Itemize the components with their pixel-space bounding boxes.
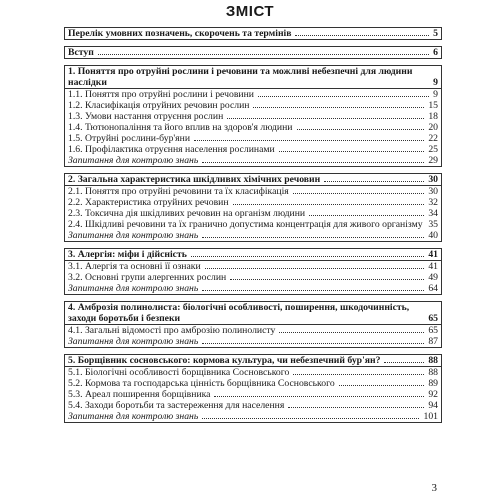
toc-entry-title: 5.1. Біологічні особливості борщівника Сосновського: [68, 367, 290, 378]
toc-page-number: 65: [428, 325, 438, 336]
toc-questions-entry[interactable]: [65, 411, 441, 422]
toc-page-number: 5: [433, 28, 438, 39]
toc-entry[interactable]: [65, 197, 441, 208]
toc-entry-title: Запитання для контролю знань: [68, 411, 199, 422]
toc-entry-title: Перелік умовних позначень, скорочень та термінів: [68, 28, 292, 39]
toc-entry-title: Запитання для контролю знань: [68, 336, 199, 347]
toc-page-number: 35: [428, 219, 438, 230]
toc-questions-entry[interactable]: [65, 283, 441, 294]
dot-leader: [293, 374, 424, 375]
dot-leader: [202, 162, 424, 163]
toc-entry[interactable]: [65, 133, 441, 144]
toc-chapter-entry[interactable]: [65, 47, 441, 58]
toc-section: [64, 248, 442, 295]
toc-section: [64, 27, 442, 40]
dot-leader: [384, 362, 424, 363]
toc-questions-entry[interactable]: [65, 230, 441, 241]
toc-section: [64, 173, 442, 242]
dot-leader: [98, 54, 429, 55]
toc-questions-entry[interactable]: [65, 336, 441, 347]
toc-page-number: 18: [428, 111, 438, 122]
toc-section: [64, 354, 442, 423]
dot-leader: [295, 35, 429, 36]
toc-page-number: 20: [428, 122, 438, 133]
toc-chapter-entry[interactable]: [65, 249, 441, 260]
toc-page-number: 49: [428, 272, 438, 283]
toc-chapter-entry[interactable]: [65, 302, 441, 324]
toc-entry[interactable]: [65, 208, 441, 219]
toc-chapter-entry[interactable]: [65, 66, 441, 88]
dot-leader: [202, 237, 424, 238]
dot-leader: [324, 181, 424, 182]
toc-entry-title: 4. Амброзія полинолиста: біологічні особливості, поширення, шкодочинність, заходи боротьби і безпеки: [68, 302, 410, 324]
toc-page-number: 9: [433, 77, 438, 88]
toc-entry[interactable]: [65, 219, 441, 230]
toc-chapter-entry[interactable]: [65, 355, 441, 366]
toc-entry-title: 1.2. Класифікація отруйних речовин рослин: [68, 100, 250, 111]
toc-entry[interactable]: [65, 366, 441, 378]
toc-entry[interactable]: [65, 324, 441, 336]
toc-page-number: 15: [428, 100, 438, 111]
toc-entry-title: 2.1. Поняття про отруйні речовини та їх класифікація: [68, 186, 289, 197]
toc-page-number: 6: [433, 47, 438, 58]
toc-entry-title: 5.4. Заходи боротьби та застереження для населення: [68, 400, 285, 411]
dot-leader: [205, 268, 425, 269]
dot-leader: [297, 129, 425, 130]
toc-entry-title: 3. Алергія: міфи і дійсність: [68, 249, 187, 260]
toc-entry-title: 1.3. Умови настання отруєння рослин: [68, 111, 224, 122]
toc-page-number: 22: [428, 133, 438, 144]
toc-section: [64, 65, 442, 167]
toc-page-number: 65: [428, 313, 438, 324]
dot-leader: [214, 396, 424, 397]
toc-page-number: 92: [428, 389, 438, 400]
toc-entry[interactable]: [65, 144, 441, 155]
toc-page-number: 30: [428, 174, 438, 185]
dot-leader: [233, 204, 425, 205]
dot-leader: [279, 332, 424, 333]
dot-leader: [253, 107, 424, 108]
dot-leader: [309, 215, 424, 216]
dot-leader: [202, 418, 419, 419]
toc-entry-title: 2.4. Шкідливі речовини та їх гранично допустима концентрація для живого організму: [68, 219, 423, 230]
toc-page-number: 88: [428, 355, 438, 366]
toc-questions-entry[interactable]: [65, 155, 441, 166]
toc-chapter-entry[interactable]: [65, 28, 441, 39]
toc-entry-title: 5.2. Кормова та господарська цінність борщівника Сосновського: [68, 378, 335, 389]
toc-entry-title: 1.5. Отруйні рослини-бур'яни: [68, 133, 191, 144]
toc-entry-title: 2. Загальна характеристика шкідливих хімічних речовин: [68, 174, 321, 185]
toc-page-number: 101: [423, 411, 438, 422]
toc-page-number: 32: [428, 197, 438, 208]
toc-entry-title: 1.6. Профілактика отруєння населення рослинами: [68, 144, 275, 155]
dot-leader: [230, 279, 424, 280]
page-title: ЗМІСТ: [225, 3, 275, 20]
dot-leader: [293, 193, 425, 194]
dot-leader: [202, 290, 424, 291]
toc-entry-title: 1. Поняття про отруйні рослини і речовини та можливі небезпечні для людини наслідки: [68, 66, 413, 88]
toc-chapter-entry[interactable]: [65, 174, 441, 185]
toc-page-number: 41: [428, 249, 438, 260]
page-number: 3: [431, 482, 437, 494]
dot-leader: [258, 96, 429, 97]
dot-leader: [279, 151, 425, 152]
toc-page-number: 64: [428, 283, 438, 294]
toc-entry[interactable]: [65, 111, 441, 122]
toc-entry-title: 5. Борщівник сосновського: кормова культура, чи небезпечний бур'ян?: [68, 355, 381, 366]
toc-page-number: 29: [428, 155, 438, 166]
dot-leader: [339, 385, 425, 386]
dot-leader: [194, 140, 424, 141]
toc-entry-title: 4.1. Загальні відомості про амброзію полинолисту: [68, 325, 276, 336]
table-of-contents: [64, 27, 442, 429]
toc-entry-title: Запитання для контролю знань: [68, 283, 199, 294]
toc-entry-title: 5.3. Ареал поширення борщівника: [68, 389, 211, 400]
dot-leader: [288, 407, 424, 408]
toc-entry-title: 3.2. Основні групи алергенних рослин: [68, 272, 227, 283]
toc-section: [64, 46, 442, 59]
toc-entry[interactable]: [65, 88, 441, 100]
toc-page-number: 9: [433, 89, 438, 100]
toc-page-number: 25: [428, 144, 438, 155]
toc-entry[interactable]: [65, 100, 441, 111]
toc-page-number: 89: [428, 378, 438, 389]
dot-leader: [191, 256, 424, 257]
toc-entry[interactable]: [65, 185, 441, 197]
toc-entry[interactable]: [65, 122, 441, 133]
toc-entry-title: 1.1. Поняття про отруйні рослини і речовини: [68, 89, 254, 100]
toc-entry-title: 1.4. Тютюнопаління та його вплив на здоров'я людини: [68, 122, 293, 133]
toc-page-number: 34: [428, 208, 438, 219]
toc-entry[interactable]: [65, 389, 441, 400]
toc-section: [64, 301, 442, 348]
toc-page-number: 94: [428, 400, 438, 411]
dot-leader: [227, 118, 424, 119]
toc-entry[interactable]: [65, 272, 441, 283]
toc-entry[interactable]: [65, 400, 441, 411]
toc-entry-title: 2.3. Токсична дія шкідливих речовин на організм людини: [68, 208, 306, 219]
toc-entry-title: 2.2. Характеристика отруйних речовин: [68, 197, 229, 208]
toc-page-number: 87: [428, 336, 438, 347]
toc-entry-title: Запитання для контролю знань: [68, 155, 199, 166]
toc-entry-title: Запитання для контролю знань: [68, 230, 199, 241]
toc-entry-title: 3.1. Алергія та основні її ознаки: [68, 261, 201, 272]
toc-entry-title: Вступ: [68, 47, 94, 58]
toc-page-number: 30: [428, 186, 438, 197]
toc-page-number: 41: [428, 261, 438, 272]
toc-page-number: 40: [428, 230, 438, 241]
dot-leader: [202, 343, 424, 344]
toc-entry[interactable]: [65, 260, 441, 272]
toc-page-number: 88: [428, 367, 438, 378]
toc-entry[interactable]: [65, 378, 441, 389]
